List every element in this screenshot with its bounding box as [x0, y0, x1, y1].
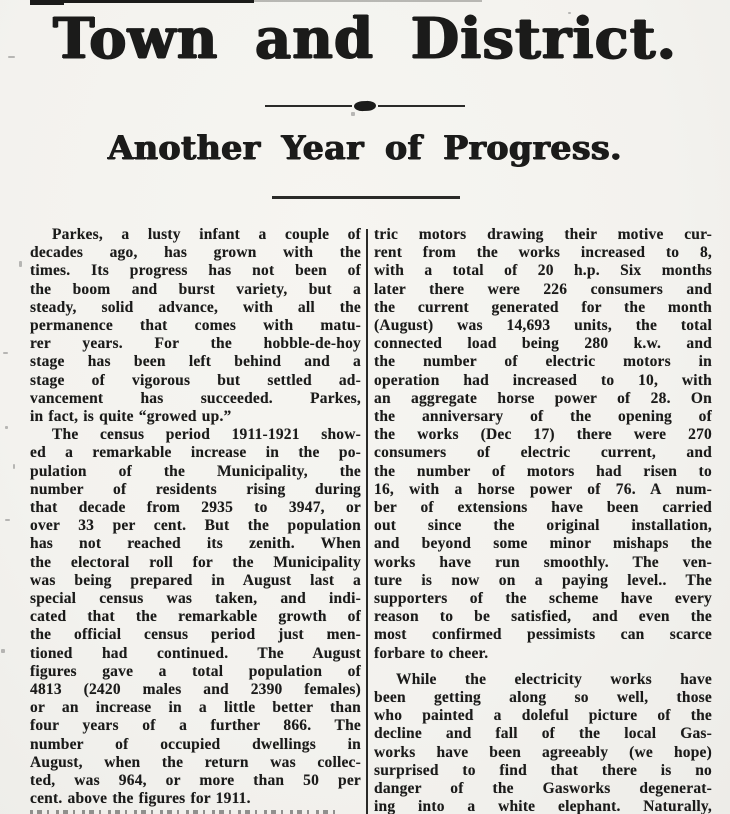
text-line: steady, solid advance, with all the — [30, 298, 361, 316]
text-line: later there were 226 consumers and — [374, 280, 712, 298]
text-line: August, when the return was collec- — [30, 753, 361, 771]
text-line: permanence that comes with matu- — [30, 317, 361, 335]
text-line: an aggregate horse power of 28. On — [374, 389, 712, 407]
text-line: the electoral roll for the Municipality — [30, 553, 361, 571]
text-line: operation had increased to 10, with — [374, 371, 712, 389]
subtitle-rule — [272, 196, 460, 199]
text-line: works have been agreeably (we hope) — [374, 743, 712, 761]
text-line: rent from the works increased to 8, — [374, 244, 712, 262]
text-line: figures gave a total population of — [30, 662, 361, 680]
text-line: the number of electric motors in — [374, 353, 712, 371]
text-line: four years of a further 866. The — [30, 717, 361, 735]
text-line: in fact, is quite “growed up.” — [30, 408, 232, 426]
scan-artifact — [351, 112, 355, 116]
text-line: forbare to cheer. — [374, 644, 489, 662]
text-line: special census was taken, and indi- — [30, 590, 361, 608]
divider-line — [378, 105, 465, 107]
text-line: times. Its progress has not been of — [30, 262, 361, 280]
scan-edge-artifact — [252, 0, 482, 2]
text-line: ted, was 964, or more than 50 per — [30, 772, 361, 790]
paragraph — [30, 226, 361, 426]
text-line: decades ago, has grown with the — [30, 244, 361, 262]
text-line: stage of vigorous but settled ad- — [30, 371, 361, 389]
text-line: most confirmed pessimists can scarce — [374, 626, 712, 644]
text-line: stage has been left behind and a — [30, 353, 361, 371]
text-line: surprised to find that there is no — [374, 761, 712, 779]
paragraph — [30, 426, 361, 808]
text-line: The census period 1911-1921 show- — [52, 426, 361, 444]
text-line: who painted a doleful picture of the — [374, 707, 712, 725]
text-line: ed a remarkable increase in the po- — [30, 444, 361, 462]
paragraph — [374, 226, 712, 663]
divider-line — [265, 105, 352, 107]
text-line: over 33 per cent. But the population — [30, 517, 361, 535]
text-line: ing into a white elephant. Naturally, — [374, 798, 712, 814]
paragraph — [374, 671, 712, 814]
text-line: number of residents rising during — [30, 480, 361, 498]
text-line: and beyond some minor mishaps the — [374, 535, 712, 553]
text-line: the current generated for the month — [374, 298, 712, 316]
column-divider-rule — [366, 229, 368, 814]
text-line: supporters of the scheme have every — [374, 590, 712, 608]
text-line: out since the original installation, — [374, 517, 712, 535]
text-line: While the electricity works have — [396, 670, 712, 688]
text-line: been getting along so well, those — [374, 689, 712, 707]
text-line: or an increase in a little better than — [30, 699, 361, 717]
text-line: the official census period just men- — [30, 626, 361, 644]
text-line: ber of extensions have been carried — [374, 499, 712, 517]
text-line: pulation of the Municipality, the — [30, 462, 361, 480]
text-line: reason to be satisfied, and even the — [374, 608, 712, 626]
text-line: vancement has succeeded. Parkes, — [30, 389, 361, 407]
diamond-ornament-icon — [354, 101, 376, 112]
text-line: 4813 (2420 males and 2390 females) — [30, 681, 361, 699]
text-line: tric motors drawing their motive cur- — [374, 226, 712, 243]
text-line: that decade from 2935 to 3947, or — [30, 499, 361, 517]
text-line: the boom and burst variety, but a — [30, 280, 361, 298]
text-line: number of occupied dwellings in — [30, 735, 361, 753]
scan-artifact — [568, 12, 571, 14]
text-line: cent. above the figures for 1911. — [30, 790, 251, 808]
text-line: has not reached its zenith. When — [30, 535, 361, 553]
article-headline: Town and District. — [52, 6, 678, 72]
article-subtitle: Another Year of Progress. — [107, 128, 623, 167]
scan-artifact — [3, 352, 8, 354]
text-line: Parkes, a lusty infant a couple of — [52, 226, 361, 243]
text-line: with a total of 20 h.p. Six months — [374, 262, 712, 280]
text-line: cated that the remarkable growth of — [30, 608, 361, 626]
column-right — [374, 226, 712, 814]
text-line: consumers of electric current, and — [374, 444, 712, 462]
scan-artifact — [8, 56, 15, 58]
text-line: the anniversary of the opening of — [374, 408, 712, 426]
text-line: decline and fall of the local Gas- — [374, 725, 712, 743]
text-line: ture is now on a paying level.. The — [374, 571, 712, 589]
text-line: the number of motors had risen to — [374, 462, 712, 480]
headline-divider — [265, 99, 465, 113]
text-line: the works (Dec 17) there were 270 — [374, 426, 712, 444]
text-line: connected load being 280 k.w. and — [374, 335, 712, 353]
scan-artifact — [5, 519, 10, 521]
scan-artifact — [1, 649, 5, 653]
clipped-text-fragment — [30, 810, 335, 814]
scan-edge-artifact — [30, 0, 254, 3]
scan-artifact — [19, 261, 22, 267]
scan-artifact — [13, 464, 15, 469]
text-line: tioned had continued. The August — [30, 644, 361, 662]
text-line: rer years. For the hobble-de-hoy — [30, 335, 361, 353]
scan-artifact — [5, 426, 8, 429]
column-left — [30, 226, 361, 814]
text-line: (August) was 14,693 units, the total — [374, 317, 712, 335]
text-line: danger of the Gasworks degenerat- — [374, 780, 712, 798]
text-line: works have run smoothly. The ven- — [374, 553, 712, 571]
text-line: was being prepared in August last a — [30, 571, 361, 589]
text-line: 16, with a horse power of 76. A num- — [374, 480, 712, 498]
